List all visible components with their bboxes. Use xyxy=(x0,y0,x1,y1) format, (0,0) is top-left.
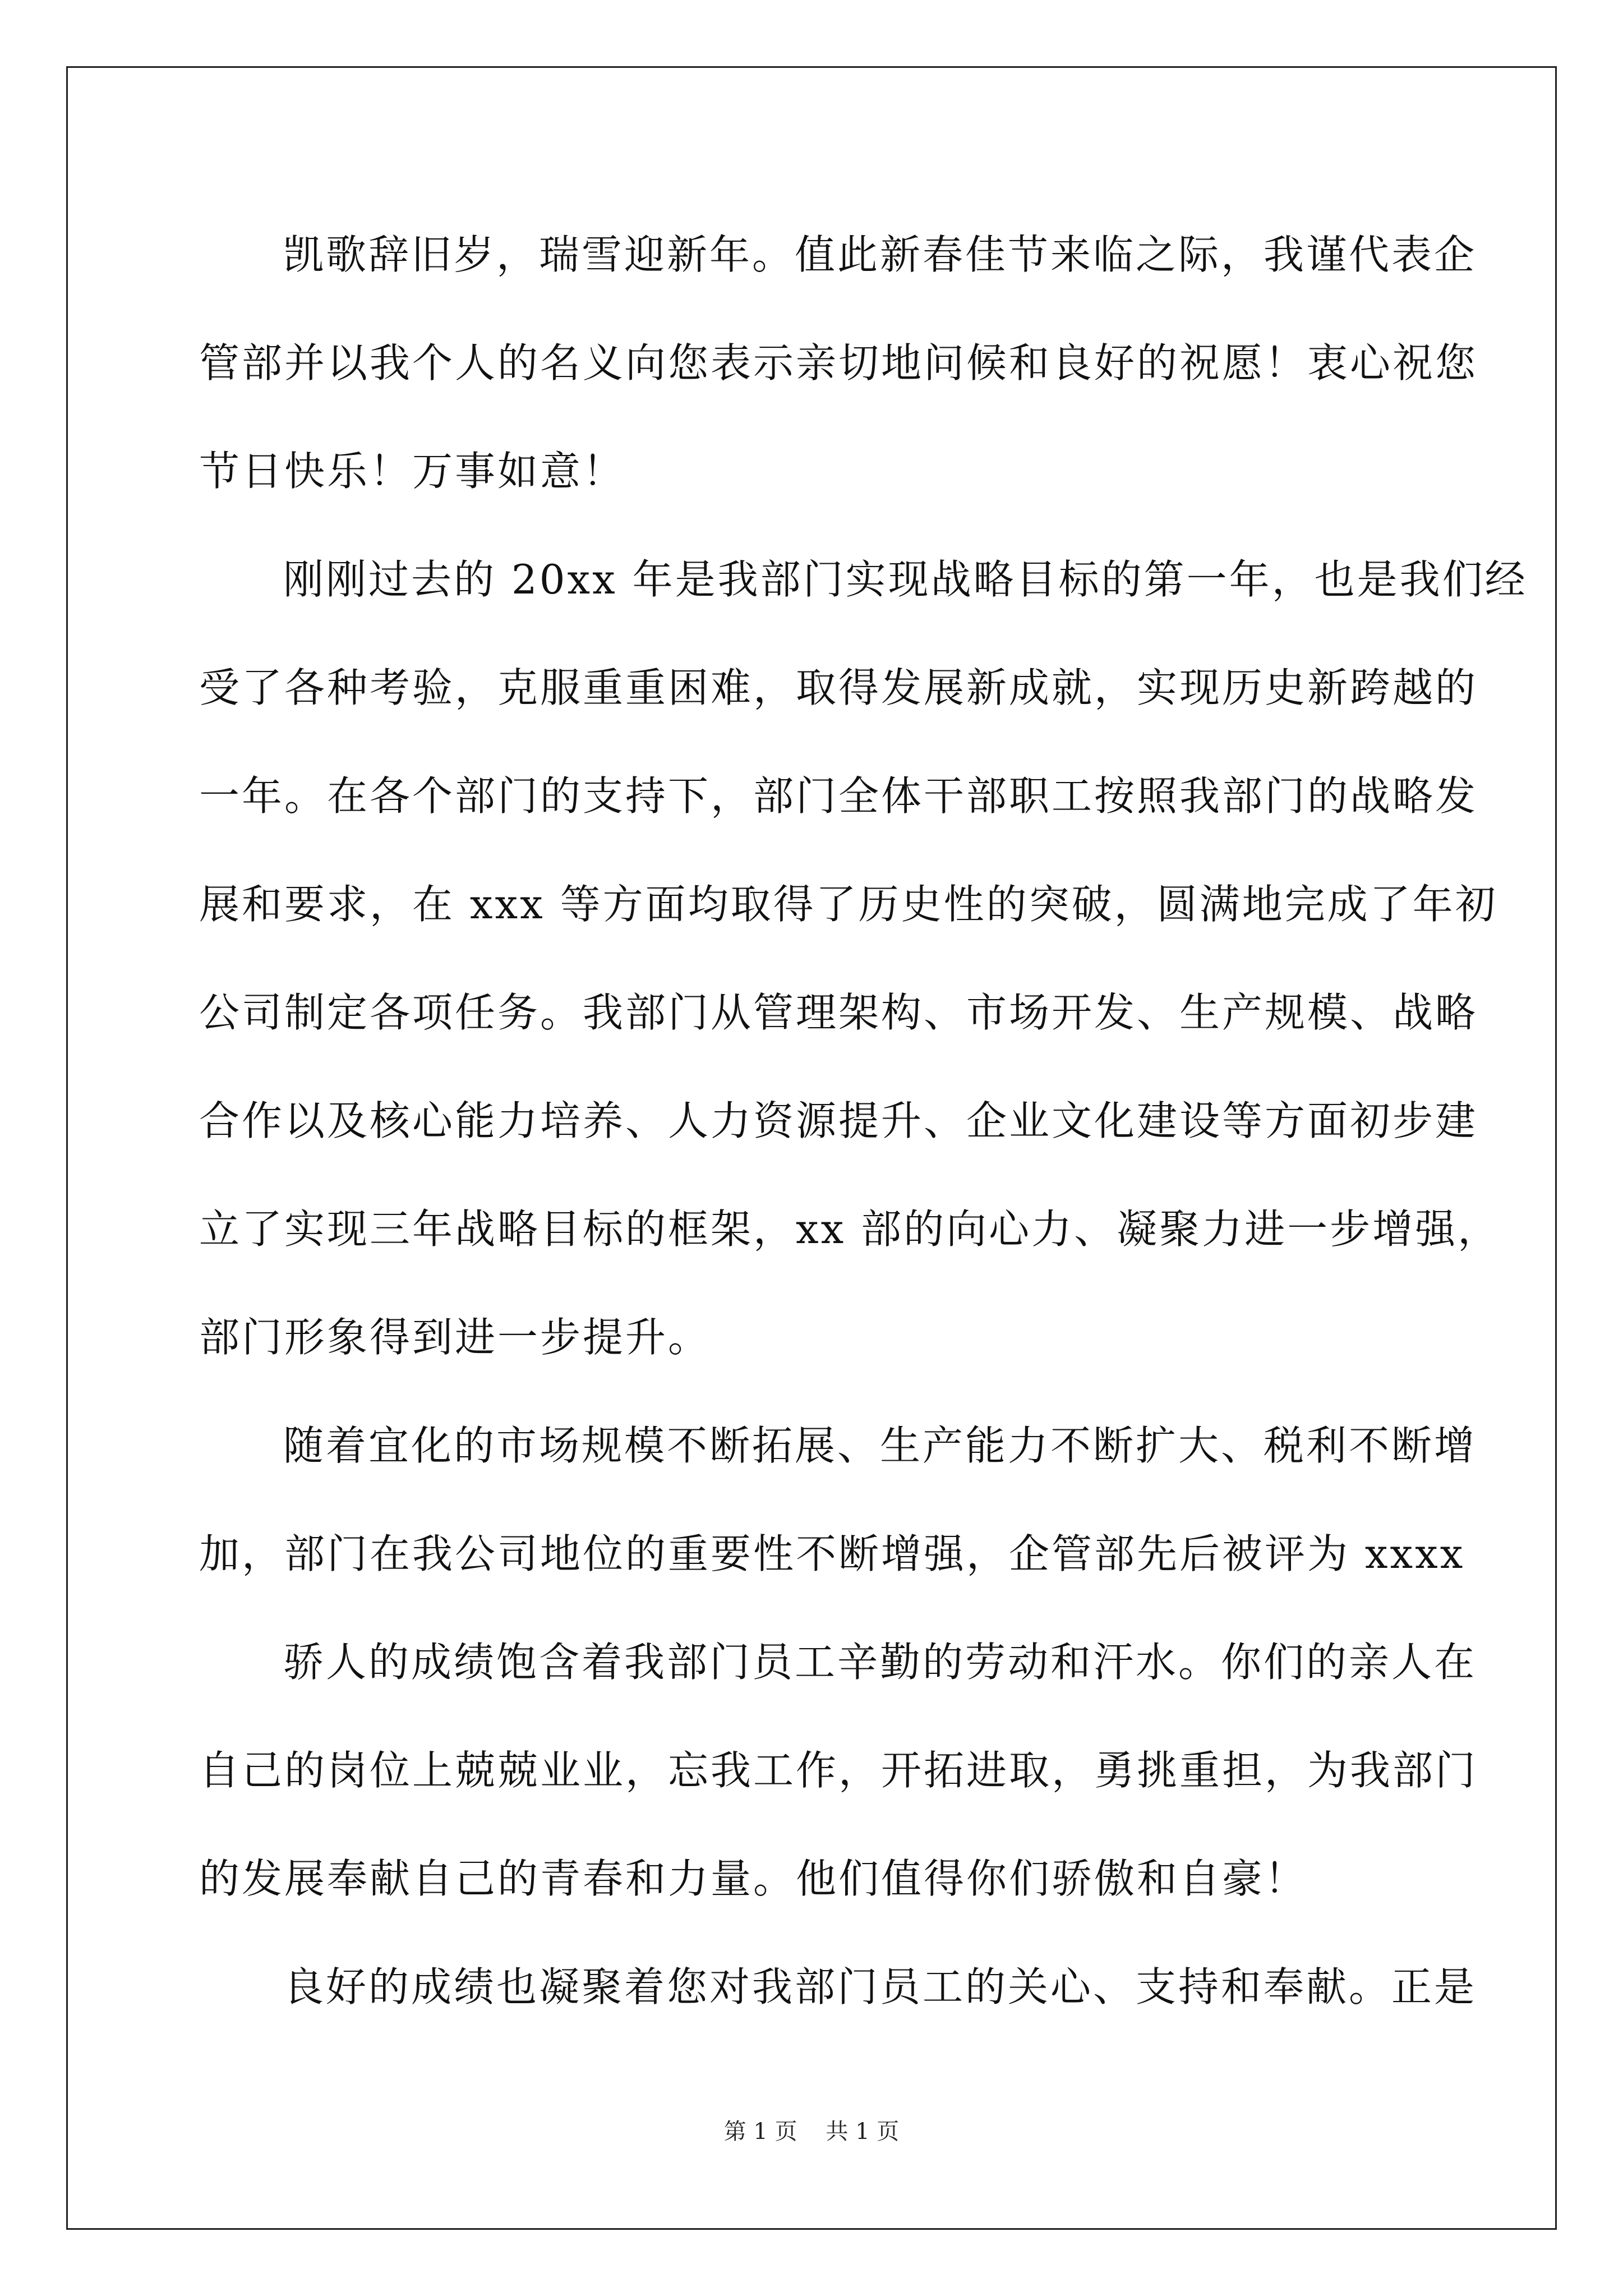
text-line: 公司制定各项任务。我部门从管理架构、市场开发、生产规模、战略 xyxy=(199,989,1478,1036)
text-line: 自己的岗位上兢兢业业，忘我工作，开拓进取，勇挑重担，为我部门 xyxy=(199,1747,1478,1794)
text-line: 凯歌辞旧岁，瑞雪迎新年。值此新春佳节来临之际，我谨代表企 xyxy=(283,231,1477,278)
text-line: 随着宜化的市场规模不断拓展、生产能力不断扩大、税利不断增 xyxy=(283,1422,1477,1469)
text-line: 立了实现三年战略目标的框架，xx 部的向心力、凝聚力进一步增强， xyxy=(199,1205,1501,1253)
text-line: 节日快乐！万事如意！ xyxy=(199,448,626,495)
text-line: 受了各种考验，克服重重困难，取得发展新成就，实现历史新跨越的 xyxy=(199,664,1478,711)
text-line: 骄人的成绩饱含着我部门员工辛勤的劳动和汗水。你们的亲人在 xyxy=(283,1639,1477,1686)
text-line: 良好的成绩也凝聚着您对我部门员工的关心、支持和奉献。正是 xyxy=(283,1963,1477,2010)
text-line: 管部并以我个人的名义向您表示亲切地问候和良好的祝愿！衷心祝您 xyxy=(199,339,1478,386)
text-line: 刚刚过去的 20xx 年是我部门实现战略目标的第一年，也是我们经 xyxy=(283,556,1528,603)
text-line: 一年。在各个部门的支持下，部门全体干部职工按照我部门的战略发 xyxy=(199,772,1478,820)
text-line: 加，部门在我公司地位的重要性不断增强，企管部先后被评为 xxxx xyxy=(199,1530,1465,1577)
text-line: 展和要求，在 xxx 等方面均取得了历史性的突破，圆满地完成了年初 xyxy=(199,881,1498,928)
document-body xyxy=(199,201,1528,2041)
text-line: 部门形象得到进一步提升。 xyxy=(199,1314,711,1361)
text-line: 的发展奉献自己的青春和力量。他们值得你们骄傲和自豪！ xyxy=(199,1855,1308,1902)
page-number-footer: 第 1 页 共 1 页 xyxy=(723,2119,900,2145)
text-line: 合作以及核心能力培养、人力资源提升、企业文化建设等方面初步建 xyxy=(199,1097,1478,1144)
